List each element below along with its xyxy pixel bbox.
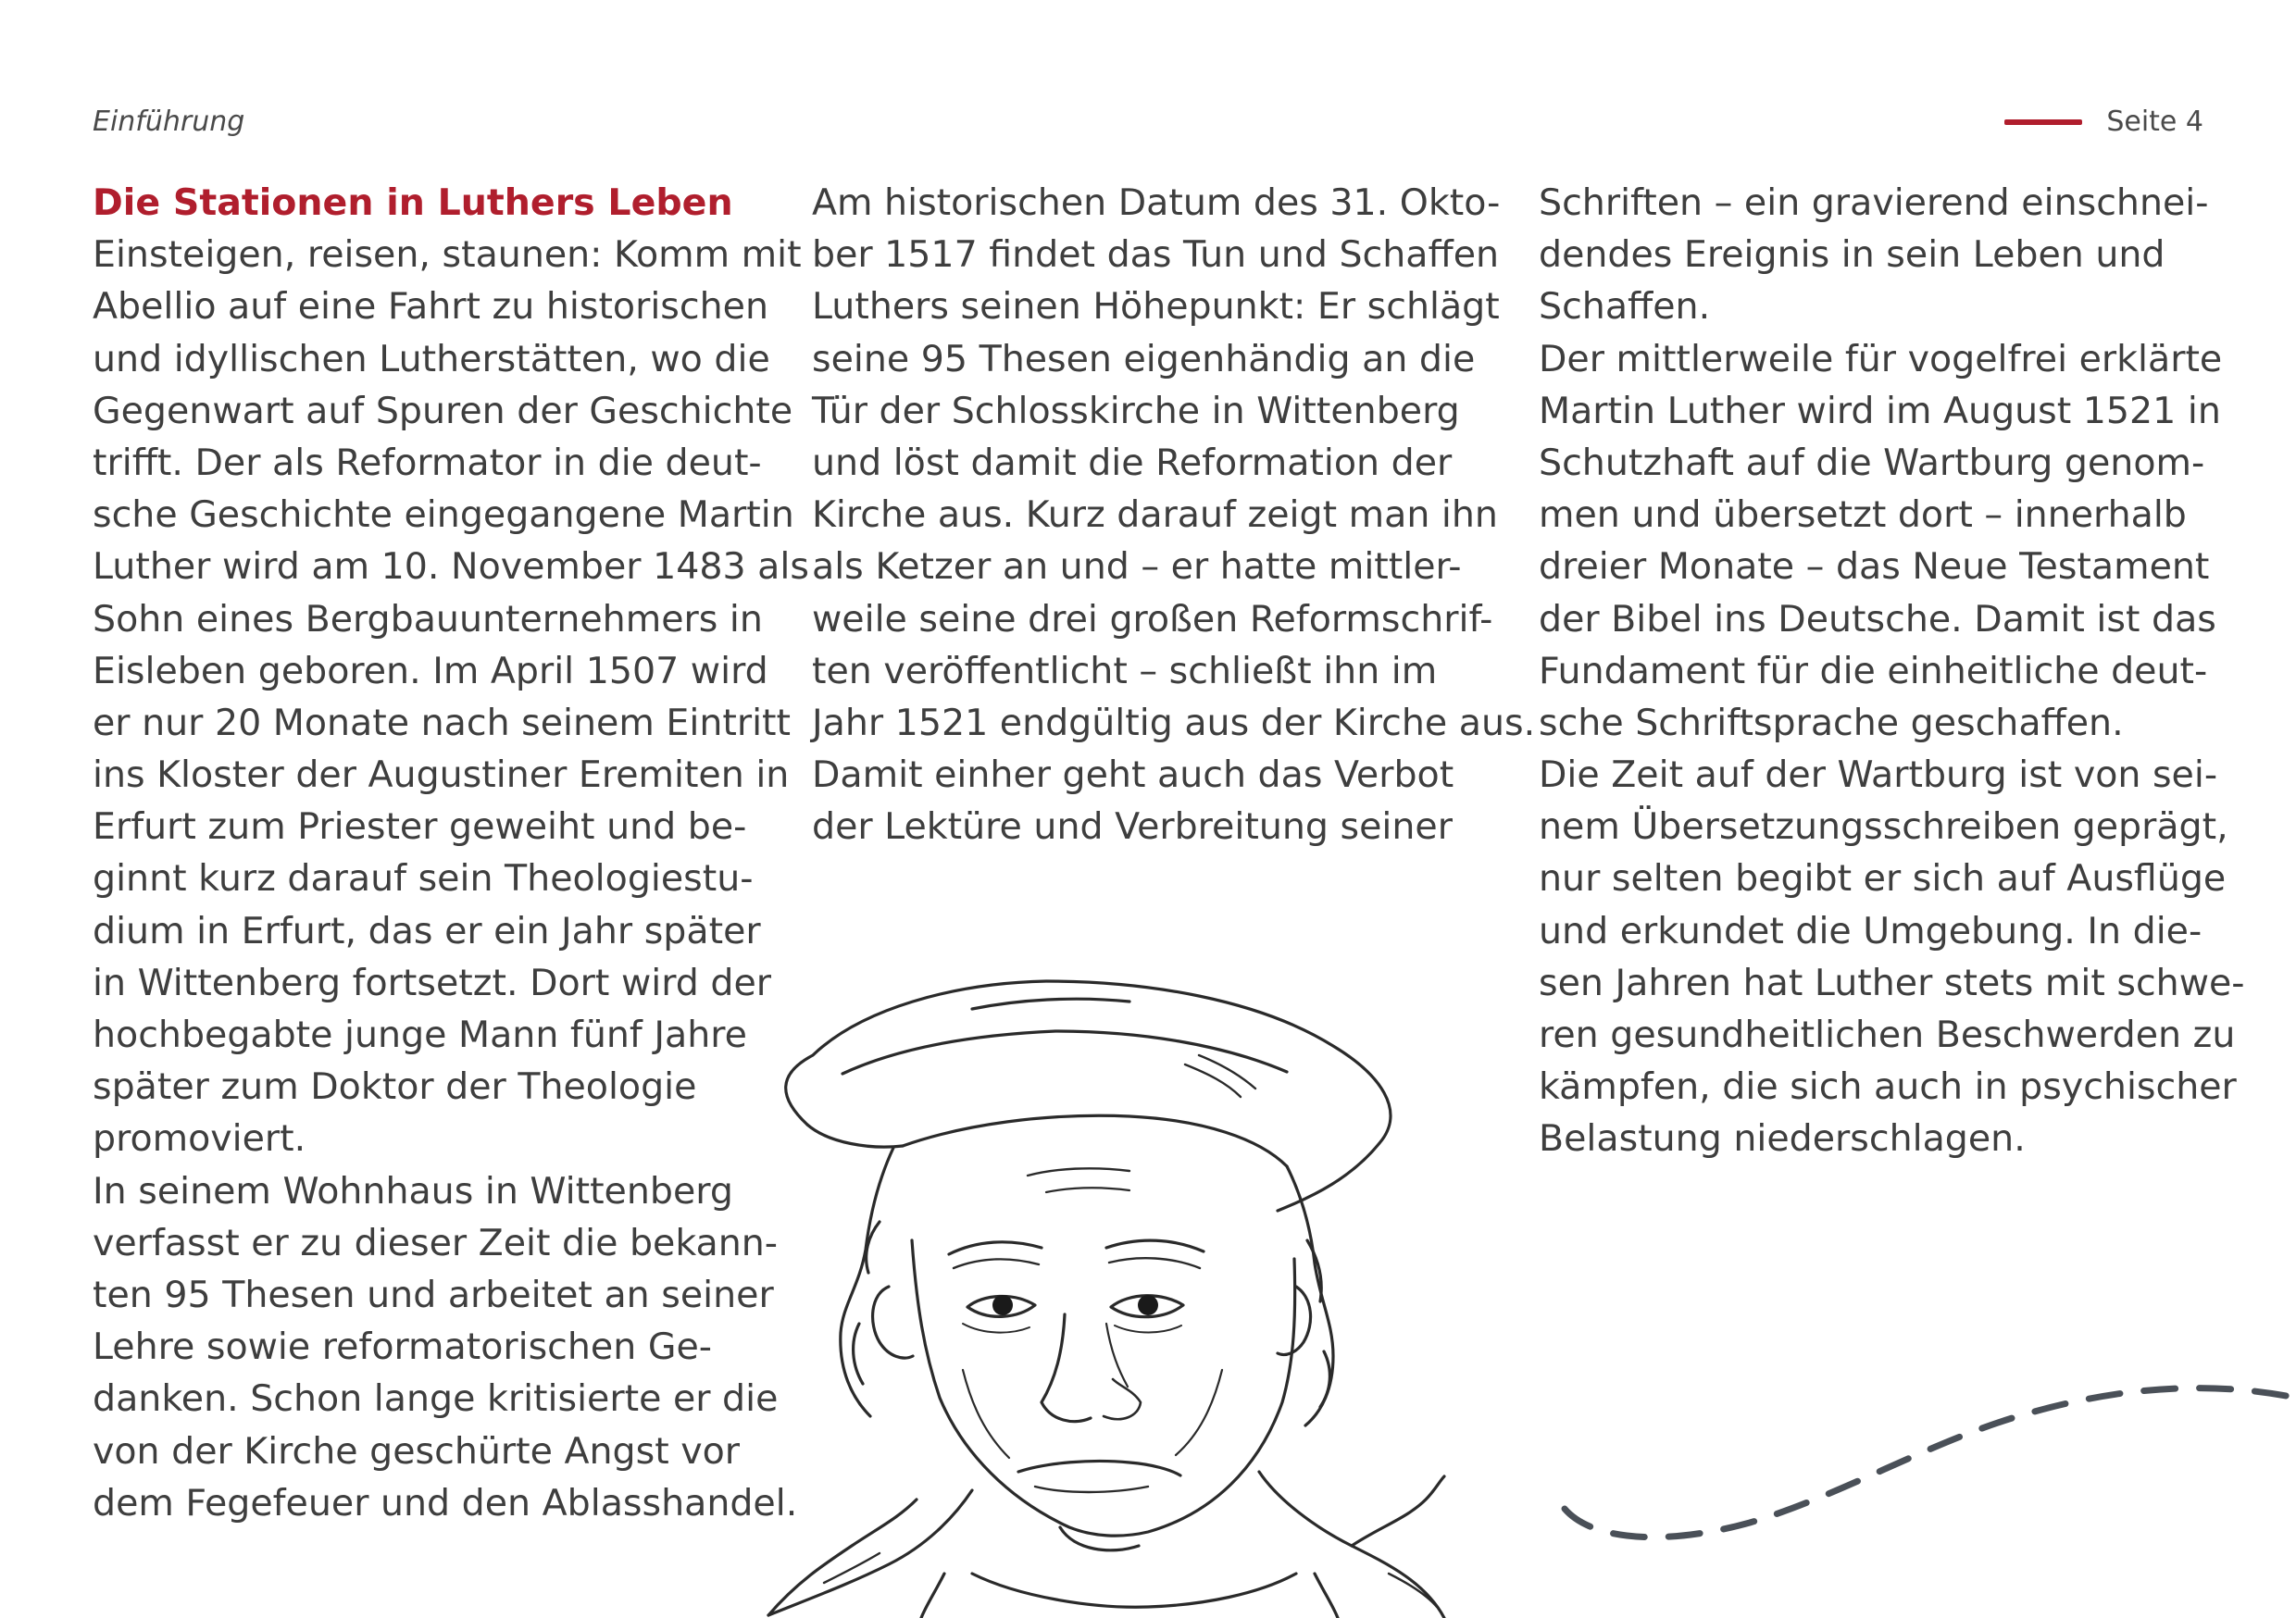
text-line: sche Geschichte eingegangene Martin	[93, 493, 794, 537]
text-line: men und übersetzt dort – innerhalb	[1539, 493, 2187, 537]
text-line: dreier Monate – das Neue Testament	[1539, 545, 2210, 589]
text-line: Schutzhaft auf die Wartburg genom-	[1539, 441, 2205, 484]
column-2-body	[812, 177, 1535, 853]
page-marker	[2004, 104, 2203, 141]
text-line: Die Zeit auf der Wartburg ist von sei-	[1539, 753, 2218, 797]
text-line: Einsteigen, reisen, staunen: Komm mit	[93, 233, 802, 277]
text-line: Damit einher geht auch das Verbot	[812, 753, 1454, 797]
text-line: hochbegabte junge Mann fünf Jahre	[93, 1014, 747, 1056]
text-line: trifft. Der als Reformator in die deut-	[93, 441, 762, 484]
text-column-1	[93, 177, 809, 1529]
text-line: in Wittenberg fortsetzt. Dort wird der	[93, 961, 772, 1004]
text-line: Schriften – ein gravierend einschnei-	[1539, 181, 2209, 224]
text-line: Luther wird am 10. November 1483 als	[93, 545, 809, 589]
text-line: von der Kirche geschürte Angst vor	[93, 1429, 741, 1473]
text-line: ten 95 Thesen und arbeitet an seiner	[93, 1273, 774, 1316]
text-line: später zum Doktor der Theologie	[93, 1065, 697, 1109]
text-line: Lehre sowie reformatorischen Ge-	[93, 1326, 712, 1369]
page-number: Seite 4	[2106, 106, 2203, 138]
article-heading: Die Stationen in Luthers Leben	[93, 181, 733, 224]
dashed-route-line-icon	[1537, 1342, 2296, 1574]
text-line: dium in Erfurt, das er ein Jahr später	[93, 909, 761, 952]
text-line: ins Kloster der Augustiner Eremiten in	[93, 753, 790, 797]
text-line: Schaffen.	[1539, 285, 1711, 329]
text-line: Am historischen Datum des 31. Okto-	[812, 181, 1501, 224]
text-column-3	[1539, 177, 2245, 1165]
text-line: der Lektüre und Verbreitung seiner	[812, 805, 1453, 849]
text-line: als Ketzer an und – er hatte mittler-	[812, 545, 1462, 589]
text-line: dem Fegefeuer und den Ablasshandel.	[93, 1481, 798, 1525]
running-head-section: Einführung	[93, 106, 245, 138]
text-line: sen Jahren hat Luther stets mit schwe-	[1539, 961, 2245, 1004]
column-1-body	[93, 229, 809, 1529]
text-line: Jahr 1521 endgültig aus der Kirche aus.	[812, 701, 1536, 744]
text-line: Tür der Schlosskirche in Wittenberg	[812, 389, 1460, 432]
text-line: er nur 20 Monate nach seinem Eintritt	[93, 701, 792, 744]
text-line: Belastung niederschlagen.	[1539, 1117, 2026, 1161]
text-line: Luthers seinen Höhepunkt: Er schlägt	[812, 285, 1500, 329]
text-line: Gegenwart auf Spuren der Geschichte	[93, 389, 793, 432]
text-line: Abellio auf eine Fahrt zu historischen	[93, 285, 768, 329]
text-line: ten veröffentlicht – schließt ihn im	[812, 649, 1438, 692]
text-line: verfasst er zu dieser Zeit die bekann-	[93, 1221, 779, 1264]
text-line: Kirche aus. Kurz darauf zeigt man ihn	[812, 493, 1498, 537]
text-line: promoviert.	[93, 1117, 306, 1161]
text-line: danken. Schon lange kritisierte er die	[93, 1377, 779, 1421]
column-3-body	[1539, 177, 2245, 1165]
accent-bar	[2004, 119, 2082, 125]
text-line: Martin Luther wird im August 1521 in	[1539, 389, 2221, 432]
text-line: seine 95 Thesen eigenhändig an die	[812, 337, 1476, 380]
text-line: nem Übersetzungsschreiben geprägt,	[1539, 805, 2228, 849]
text-line: In seinem Wohnhaus in Wittenberg	[93, 1169, 733, 1213]
text-line: Eisleben geboren. Im April 1507 wird	[93, 649, 768, 692]
text-line: sche Schriftsprache geschaffen.	[1539, 701, 2124, 744]
text-line: ren gesundheitlichen Beschwerden zu	[1539, 1014, 2236, 1056]
text-line: und löst damit die Reformation der	[812, 441, 1453, 484]
text-line: ginnt kurz darauf sein Theologiestu-	[93, 857, 754, 901]
text-line: ber 1517 findet das Tun und Schaffen	[812, 233, 1500, 277]
text-line: Erfurt zum Priester geweiht und be-	[93, 805, 747, 849]
text-line: Der mittlerweile für vogelfrei erklärte	[1539, 337, 2223, 380]
text-line: der Bibel ins Deutsche. Damit ist das	[1539, 597, 2216, 641]
text-line: und idyllischen Lutherstätten, wo die	[93, 337, 770, 380]
text-line: Sohn eines Bergbauunternehmers in	[93, 597, 763, 641]
text-column-2	[812, 177, 1535, 853]
text-line: dendes Ereignis in sein Leben und	[1539, 233, 2165, 277]
text-line: Fundament für die einheitliche deut-	[1539, 649, 2208, 692]
luther-portrait-icon	[741, 935, 1555, 1618]
text-line: weile seine drei großen Reformschrif-	[812, 597, 1493, 641]
text-line: und erkundet die Umgebung. In die-	[1539, 909, 2202, 952]
text-line: kämpfen, die sich auch in psychischer	[1539, 1065, 2237, 1109]
text-line: nur selten begibt er sich auf Ausflüge	[1539, 857, 2227, 901]
